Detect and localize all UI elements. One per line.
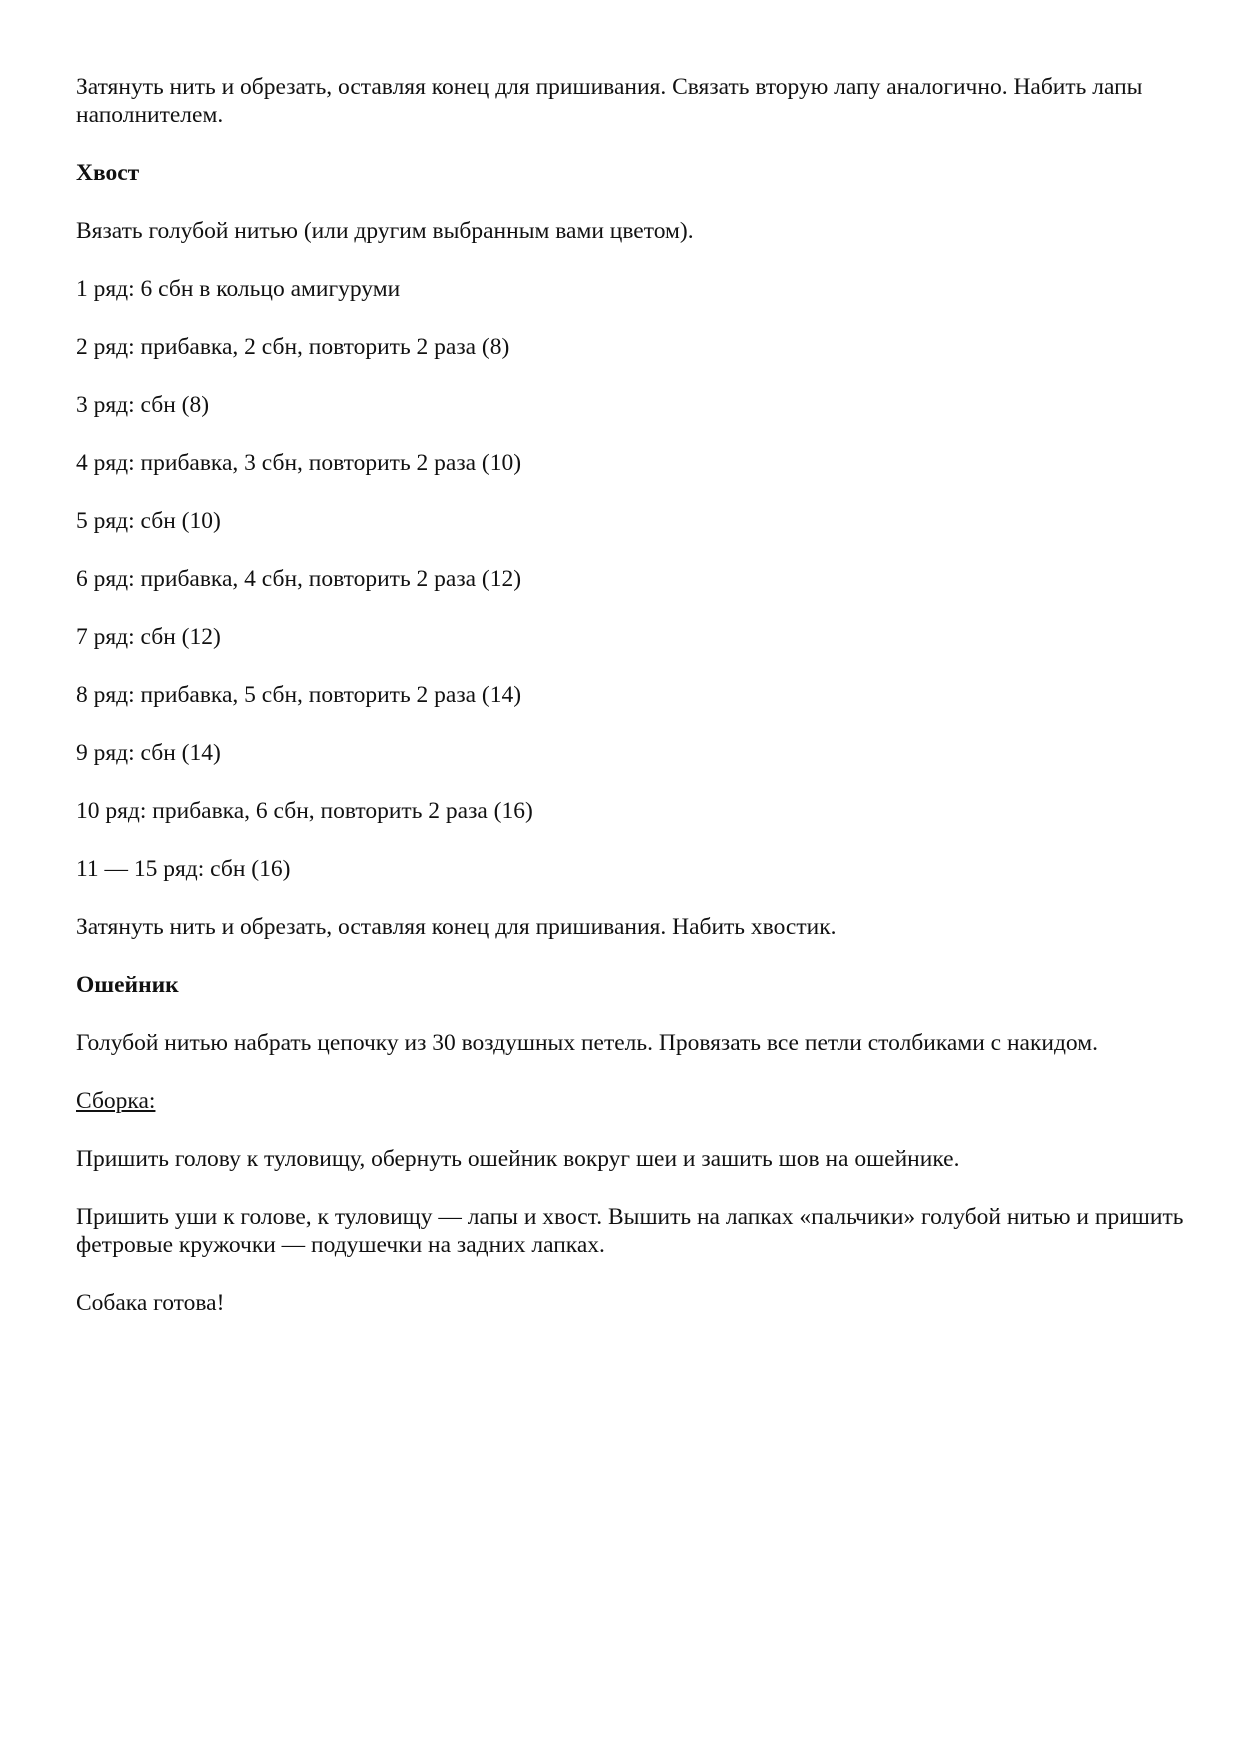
tail-finish-paragraph: Затянуть нить и обрезать, оставляя конец для пришивания. Набить хвостик. bbox=[76, 914, 837, 940]
closing-line: Собака готова! bbox=[76, 1290, 225, 1316]
tail-heading: Хвост bbox=[76, 160, 140, 186]
intro-paragraph: Затянуть нить и обрезать, оставляя конец для пришивания. Связать вторую лапу аналогично. Набить лапы наполнителем. bbox=[76, 74, 1143, 128]
assembly-step: Пришить уши к голове, к туловищу — лапы и хвост. Вышить на лапках «пальчики» голубой нитью и пришить фетровые кружочки — подушечки на задних лапках. bbox=[76, 1204, 1184, 1258]
collar-heading: Ошейник bbox=[76, 972, 179, 998]
assembly-heading: Сборка: bbox=[76, 1088, 156, 1114]
pattern-row: 5 ряд: сбн (10) bbox=[76, 508, 221, 534]
pattern-row: 7 ряд: сбн (12) bbox=[76, 624, 221, 650]
assembly-step: Пришить голову к туловищу, обернуть ошейник вокруг шеи и зашить шов на ошейнике. bbox=[76, 1146, 960, 1172]
pattern-row: 9 ряд: сбн (14) bbox=[76, 740, 221, 766]
pattern-row: 6 ряд: прибавка, 4 сбн, повторить 2 раза (12) bbox=[76, 566, 522, 592]
pattern-row: 8 ряд: прибавка, 5 сбн, повторить 2 раза (14) bbox=[76, 682, 522, 708]
pattern-row: 10 ряд: прибавка, 6 сбн, повторить 2 раза (16) bbox=[76, 798, 533, 824]
pattern-row: 1 ряд: 6 сбн в кольцо амигуруми bbox=[76, 276, 401, 302]
tail-instruction: Вязать голубой нитью (или другим выбранным вами цветом). bbox=[76, 218, 694, 244]
pattern-row: 2 ряд: прибавка, 2 сбн, повторить 2 раза (8) bbox=[76, 334, 510, 360]
document-page bbox=[76, 73, 1186, 1347]
collar-instruction: Голубой нитью набрать цепочку из 30 воздушных петель. Провязать все петли столбиками с накидом. bbox=[76, 1030, 1098, 1056]
pattern-row: 4 ряд: прибавка, 3 сбн, повторить 2 раза (10) bbox=[76, 450, 522, 476]
pattern-row: 3 ряд: сбн (8) bbox=[76, 392, 210, 418]
pattern-row: 11 — 15 ряд: сбн (16) bbox=[76, 856, 291, 882]
